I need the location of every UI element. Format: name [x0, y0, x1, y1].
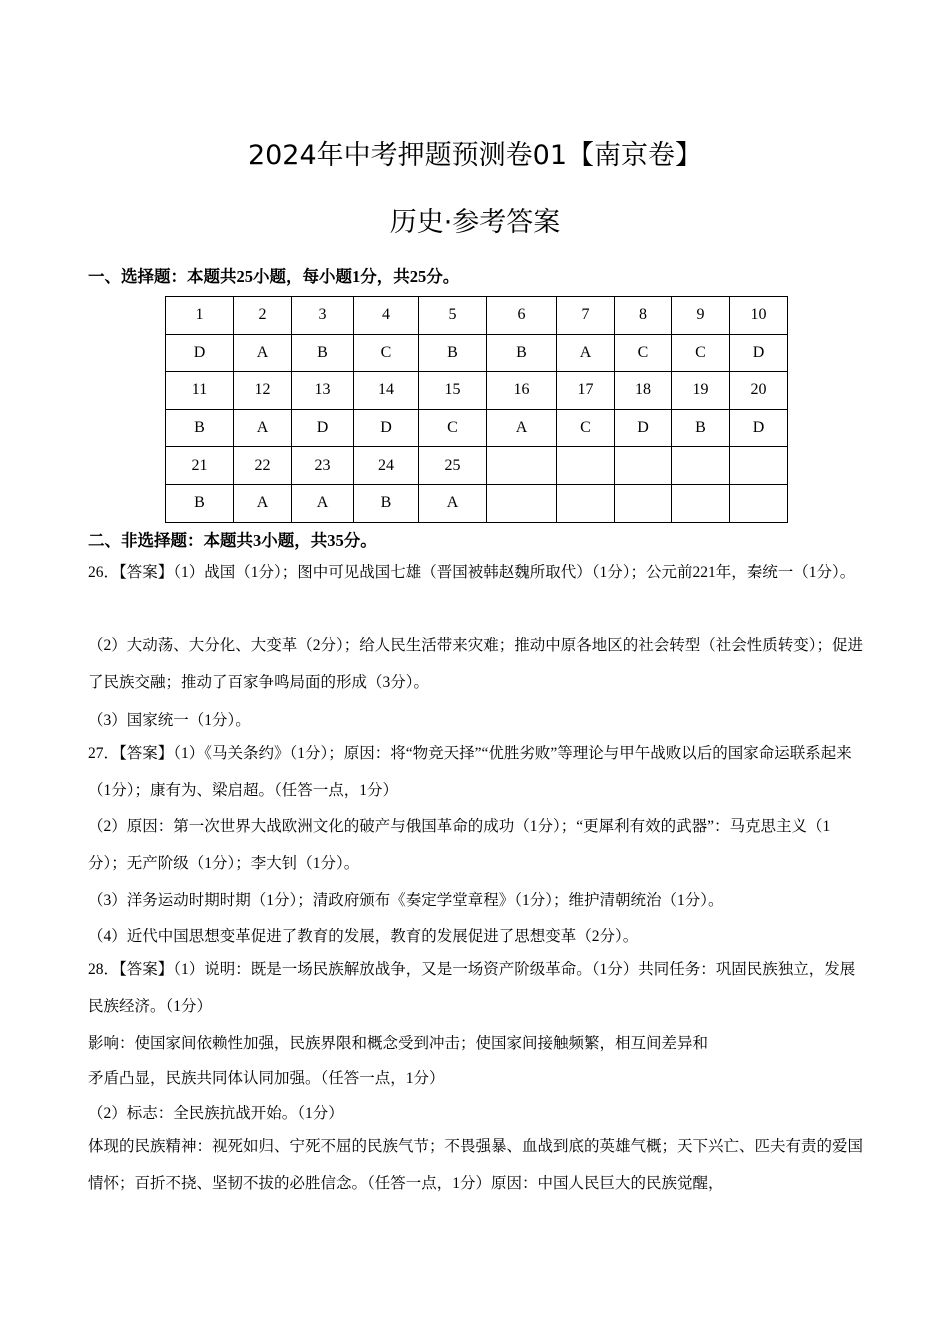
page-title: 2024年中考押题预测卷01【南京卷】 [247, 140, 703, 171]
answer-table-cell: B [419, 334, 487, 372]
answer-table-cell: C [354, 334, 419, 372]
answer-table-cell [615, 447, 672, 485]
answer-table-cell: 24 [354, 447, 419, 485]
answer-table-cell: 23 [292, 447, 354, 485]
answer-26-part2: （2）大动荡、大分化、大变革（2分）；给人民生活带来灾难；推动中原各地区的社会转型（社会性质转变）；促进了民族交融；推动了百家争鸣局面的形成（3分）。 [88, 637, 864, 691]
answer-28-impact-line1: 影响：使国家间依赖性加强，民族界限和概念受到冲击；使国家间接触频繁，相互间差异和 [88, 1035, 709, 1052]
answer-table-cell: D [354, 409, 419, 447]
answer-table-cell: A [557, 334, 615, 372]
answer-table-cell: 17 [557, 372, 615, 410]
answer-27-part1: 27．【答案】（1）《马关条约》（1分）；原因：将“物竞天择”“优胜劣败”等理论与甲午战败以后的国家命运联系起来（1分）；康有为、梁启超。（任答一点，1分） [88, 745, 852, 799]
answer-table-cell: 9 [672, 297, 730, 335]
answer-table-cell: B [166, 484, 234, 522]
answer-table-cell [672, 447, 730, 485]
answer-table-cell: 16 [487, 372, 557, 410]
answer-table-cell: 5 [419, 297, 487, 335]
answer-table-cell: B [166, 409, 234, 447]
answer-table-cell [615, 484, 672, 522]
answer-27-part2: （2）原因：第一次世界大战欧洲文化的破产与俄国革命的成功（1分）；“更犀利有效的武器”：马克思主义（1分）；无产阶级（1分）；李大钊（1分）。 [88, 818, 831, 872]
answer-table-row [166, 334, 788, 372]
answer-table-cell: A [234, 334, 292, 372]
answer-table-cell: C [557, 409, 615, 447]
answer-table-row [166, 409, 788, 447]
answer-table-cell [730, 447, 788, 485]
section-heading-choice: 一、选择题：本题共25小题，每小题1分，共25分。 [88, 267, 460, 286]
answer-table-cell: 2 [234, 297, 292, 335]
answer-table-cell [730, 484, 788, 522]
answer-table-cell: 25 [419, 447, 487, 485]
answer-28-spirit: 体现的民族精神：视死如归、宁死不屈的民族气节；不畏强暴、血战到底的英雄气概；天下兴亡、匹夫有责的爱国情怀；百折不挠、坚韧不拔的必胜信念。（任答一点，1分）原因：中国人民巨大的民族觉醒， [88, 1138, 864, 1192]
answer-table-cell: C [615, 334, 672, 372]
answer-26-part3: （3）国家统一（1分）。 [88, 712, 251, 729]
answer-table-cell: 15 [419, 372, 487, 410]
answer-table-cell: 14 [354, 372, 419, 410]
answer-table-cell: D [292, 409, 354, 447]
answer-table-cell [672, 484, 730, 522]
answer-table-cell: B [354, 484, 419, 522]
answer-table-cell: A [292, 484, 354, 522]
answer-table-cell: 10 [730, 297, 788, 335]
answer-table-cell: 1 [166, 297, 234, 335]
answer-table-cell: B [487, 334, 557, 372]
answer-table-cell: 21 [166, 447, 234, 485]
answer-table-cell: 22 [234, 447, 292, 485]
answer-table-cell: B [292, 334, 354, 372]
answer-table [165, 296, 788, 523]
answer-table-cell: 11 [166, 372, 234, 410]
answer-table-cell: 3 [292, 297, 354, 335]
answer-27-part3: （3）洋务运动时期时期（1分）；清政府颁布《奏定学堂章程》（1分）；维护清朝统治（1分）。 [88, 892, 724, 909]
answer-table-cell [557, 447, 615, 485]
page-subtitle: 历史·参考答案 [389, 207, 561, 238]
answer-28-part1: 28．【答案】（1）说明：既是一场民族解放战争，又是一场资产阶级革命。（1分）共同任务：巩固民族独立，发展民族经济。（1分） [88, 961, 856, 1015]
answer-table-row [166, 372, 788, 410]
answer-table-cell: C [419, 409, 487, 447]
answer-table-cell: D [166, 334, 234, 372]
answer-table-cell: 7 [557, 297, 615, 335]
answer-table-cell: 4 [354, 297, 419, 335]
answer-table-cell: C [672, 334, 730, 372]
answer-28-part2: （2）标志：全民族抗战开始。（1分） [88, 1105, 344, 1122]
answer-table-cell: 18 [615, 372, 672, 410]
answer-table-cell: A [487, 409, 557, 447]
answer-table-cell: D [615, 409, 672, 447]
section-heading-nonchoice: 二、非选择题：本题共3小题，共35分。 [88, 531, 377, 550]
answer-table-row [166, 484, 788, 522]
answer-table-cell: D [730, 409, 788, 447]
answer-table-cell: A [419, 484, 487, 522]
answer-table-cell: B [672, 409, 730, 447]
answer-26-part1: 26．【答案】（1）战国（1分）；图中可见战国七雄（晋国被韩赵魏所取代）（1分）；公元前221年，秦统一（1分）。 [88, 564, 856, 581]
answer-table-cell: 8 [615, 297, 672, 335]
answer-table-cell: D [730, 334, 788, 372]
answer-table-cell [487, 447, 557, 485]
answer-table-row [166, 297, 788, 335]
answer-table-cell: 13 [292, 372, 354, 410]
answer-table-cell [557, 484, 615, 522]
answer-table-cell: 19 [672, 372, 730, 410]
answer-table-cell: A [234, 409, 292, 447]
answer-table-cell [487, 484, 557, 522]
answer-27-part4: （4）近代中国思想变革促进了教育的发展，教育的发展促进了思想变革（2分）。 [88, 928, 639, 945]
answer-table-cell: 20 [730, 372, 788, 410]
answer-table-cell: A [234, 484, 292, 522]
answer-table-row [166, 447, 788, 485]
answer-table-cell: 12 [234, 372, 292, 410]
answer-table-cell: 6 [487, 297, 557, 335]
answer-28-impact-line2: 矛盾凸显，民族共同体认同加强。（任答一点，1分） [88, 1070, 445, 1087]
